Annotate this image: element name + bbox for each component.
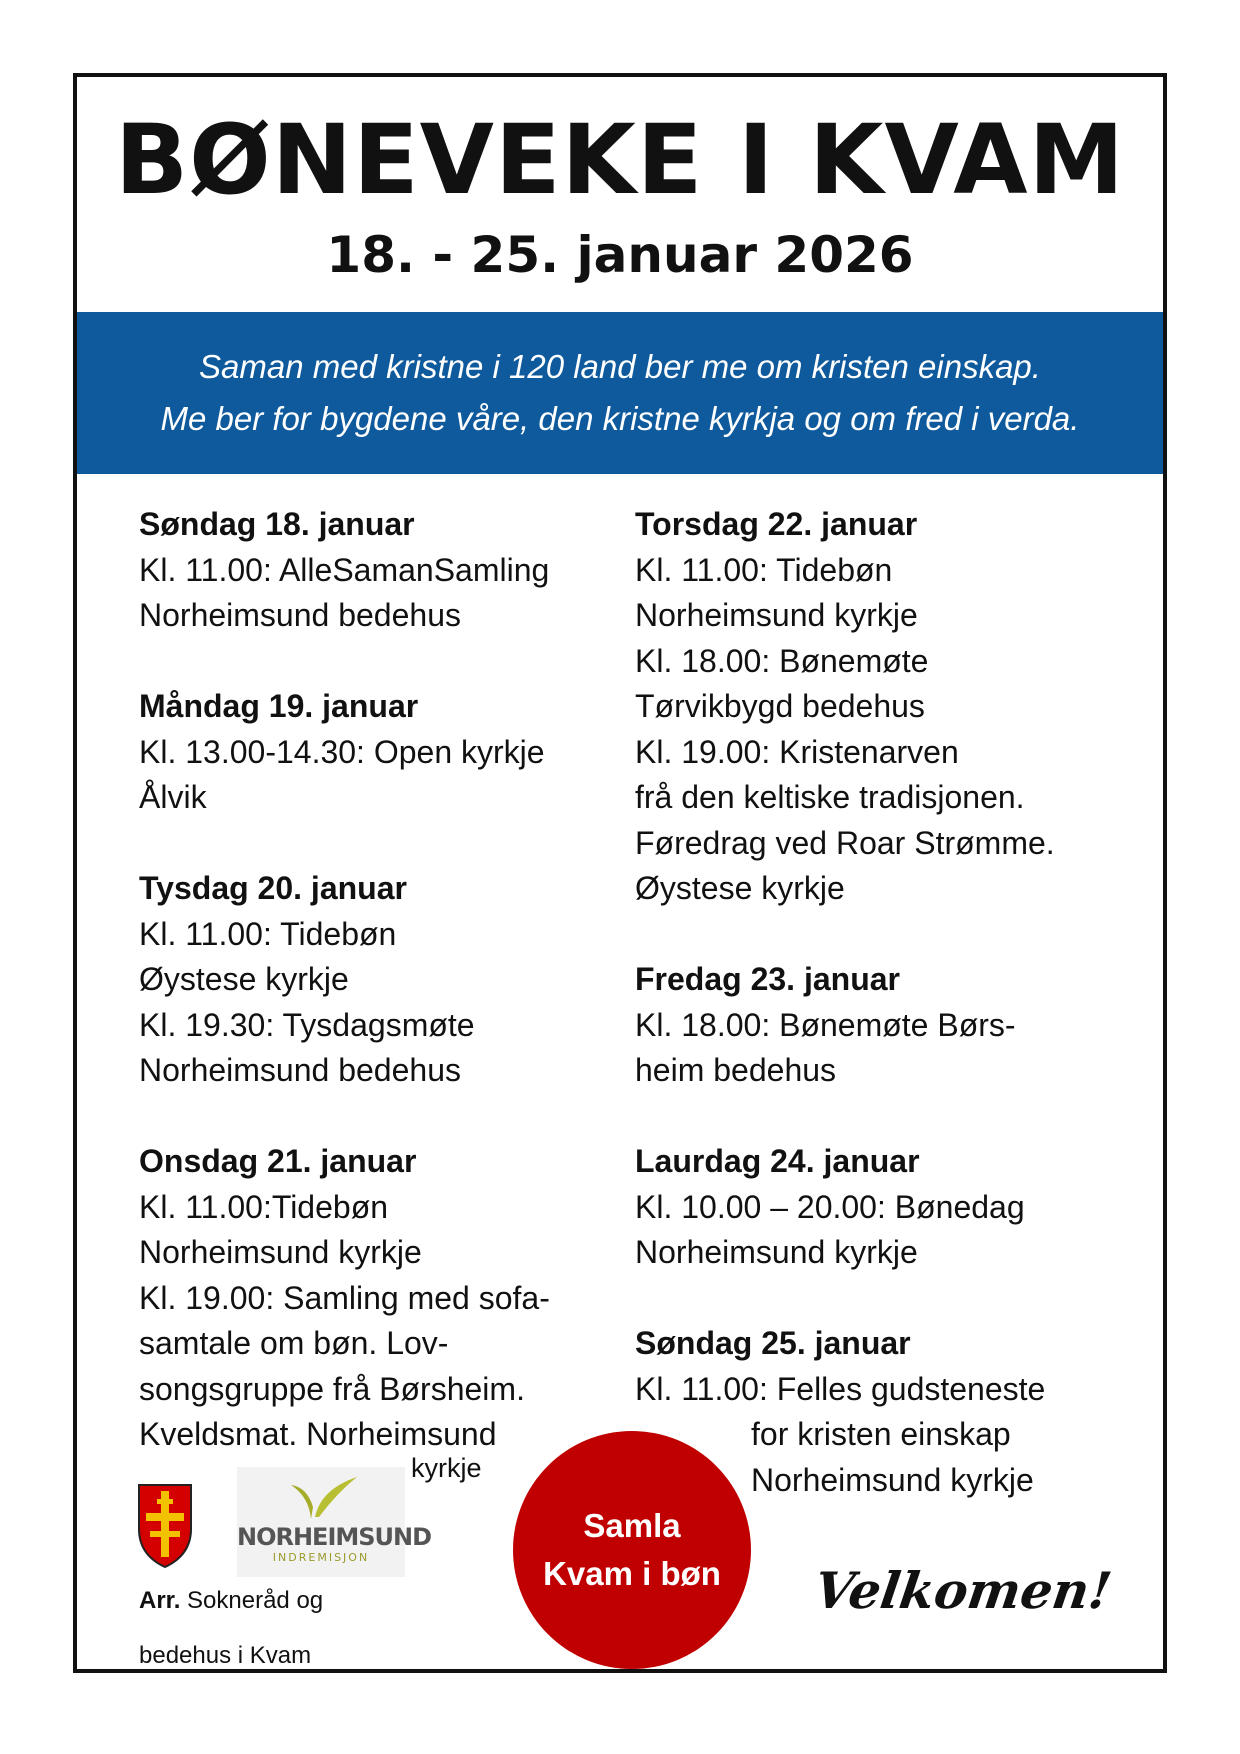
event-line: Kl. 11.00:Tidebøn — [139, 1188, 389, 1225]
event-dates: 18. - 25. januar 2026 — [326, 226, 914, 284]
welcome-signature: Velkomen! — [810, 1561, 1116, 1620]
nim-logo-subtitle: INDREMISJON — [272, 1551, 370, 1564]
day-title: Onsdag 21. januar — [139, 1143, 417, 1179]
samla-badge — [513, 1431, 751, 1669]
banner-line-1: Saman med kristne i 120 land ber me om kristen einskap. — [199, 348, 1041, 385]
organizer-line-2: bedehus i Kvam — [139, 1642, 312, 1669]
day-title: Måndag 19. januar — [139, 688, 419, 724]
event-line: Kl. 11.00: Felles gudsteneste — [635, 1370, 1046, 1407]
event-line: samtale om bøn. Lov- — [139, 1325, 449, 1361]
event-line: Kveldsmat. Norheimsund — [139, 1416, 497, 1452]
church-of-norway-logo-icon — [137, 1483, 193, 1569]
event-line: Norheimsund kyrkje — [635, 597, 918, 633]
event-line: Kl. 13.00-14.30: Open kyrkje — [139, 733, 545, 770]
schedule-left-column — [139, 502, 609, 1503]
day-title: Laurdag 24. januar — [635, 1143, 920, 1179]
event-line: Norheimsund kyrkje — [635, 1234, 918, 1270]
event-line: Kl. 19.00: Kristenarven — [635, 733, 959, 770]
event-line: frå den keltiske tradisjonen. — [635, 779, 1025, 815]
event-line: Kl. 18.00: Bønemøte Børs- — [635, 1006, 1016, 1043]
organizer-label: Arr. — [139, 1587, 181, 1614]
day-block — [635, 502, 1125, 912]
banner-line-2: Me ber for bygdene våre, den kristne kyrkja og om fred i verda. — [160, 400, 1080, 437]
badge-line-2: Kvam i bøn — [543, 1555, 721, 1592]
organizer-line-1 — [139, 1587, 323, 1615]
leaf-sprout-icon — [281, 1473, 361, 1523]
day-block — [139, 502, 609, 639]
day-title: Torsdag 22. januar — [635, 506, 918, 542]
day-block — [139, 866, 609, 1094]
event-line: Kl. 19.30: Tysdagsmøte — [139, 1006, 475, 1043]
onsdag-location-tail: kyrkje — [411, 1453, 482, 1483]
day-block — [139, 684, 609, 821]
event-line: heim bedehus — [635, 1052, 837, 1088]
event-line: Kl. 11.00: AlleSamanSamling — [139, 551, 550, 588]
day-title: Søndag 25. januar — [635, 1325, 911, 1361]
poster-title: BØNEVEKE I KVAM — [114, 104, 1126, 216]
event-line: Norheimsund bedehus — [139, 1052, 461, 1088]
norheimsund-indremisjon-logo — [237, 1467, 432, 1577]
event-line: Tørvikbygd bedehus — [635, 688, 925, 724]
event-line: Norheimsund kyrkje — [139, 1234, 422, 1270]
day-title: Søndag 18. januar — [139, 506, 415, 542]
event-line: Øystese kyrkje — [635, 870, 845, 906]
event-line: Kl. 18.00: Bønemøte — [635, 642, 929, 679]
event-line: Kl. 11.00: Tidebøn — [635, 551, 893, 588]
schedule-right-column — [635, 502, 1125, 1549]
event-line: Ålvik — [139, 779, 207, 815]
event-line: Norheimsund kyrkje — [751, 1461, 1034, 1498]
day-title: Fredag 23. januar — [635, 961, 900, 997]
intro-banner — [77, 312, 1163, 474]
event-line: Kl. 19.00: Samling med sofa- — [139, 1279, 550, 1316]
event-line: Kl. 11.00: Tidebøn — [139, 915, 397, 952]
organizer-text-1: Sokneråd og — [187, 1587, 324, 1614]
event-line: for kristen einskap — [751, 1416, 1011, 1452]
poster-frame — [73, 73, 1167, 1673]
day-block — [139, 1139, 609, 1458]
event-line: Føredrag ved Roar Strømme. — [635, 824, 1055, 861]
day-block — [635, 1139, 1125, 1276]
event-line: Norheimsund bedehus — [139, 597, 461, 633]
nim-logo-name: NORHEIMSUND — [237, 1523, 432, 1551]
event-line: Kl. 10.00 – 20.00: Bønedag — [635, 1188, 1025, 1225]
day-title: Tysdag 20. januar — [139, 870, 407, 906]
badge-line-1: Samla — [583, 1507, 681, 1544]
event-line: Øystese kyrkje — [139, 961, 349, 997]
event-line: songsgruppe frå Børsheim. — [139, 1370, 525, 1407]
day-block — [635, 957, 1125, 1094]
